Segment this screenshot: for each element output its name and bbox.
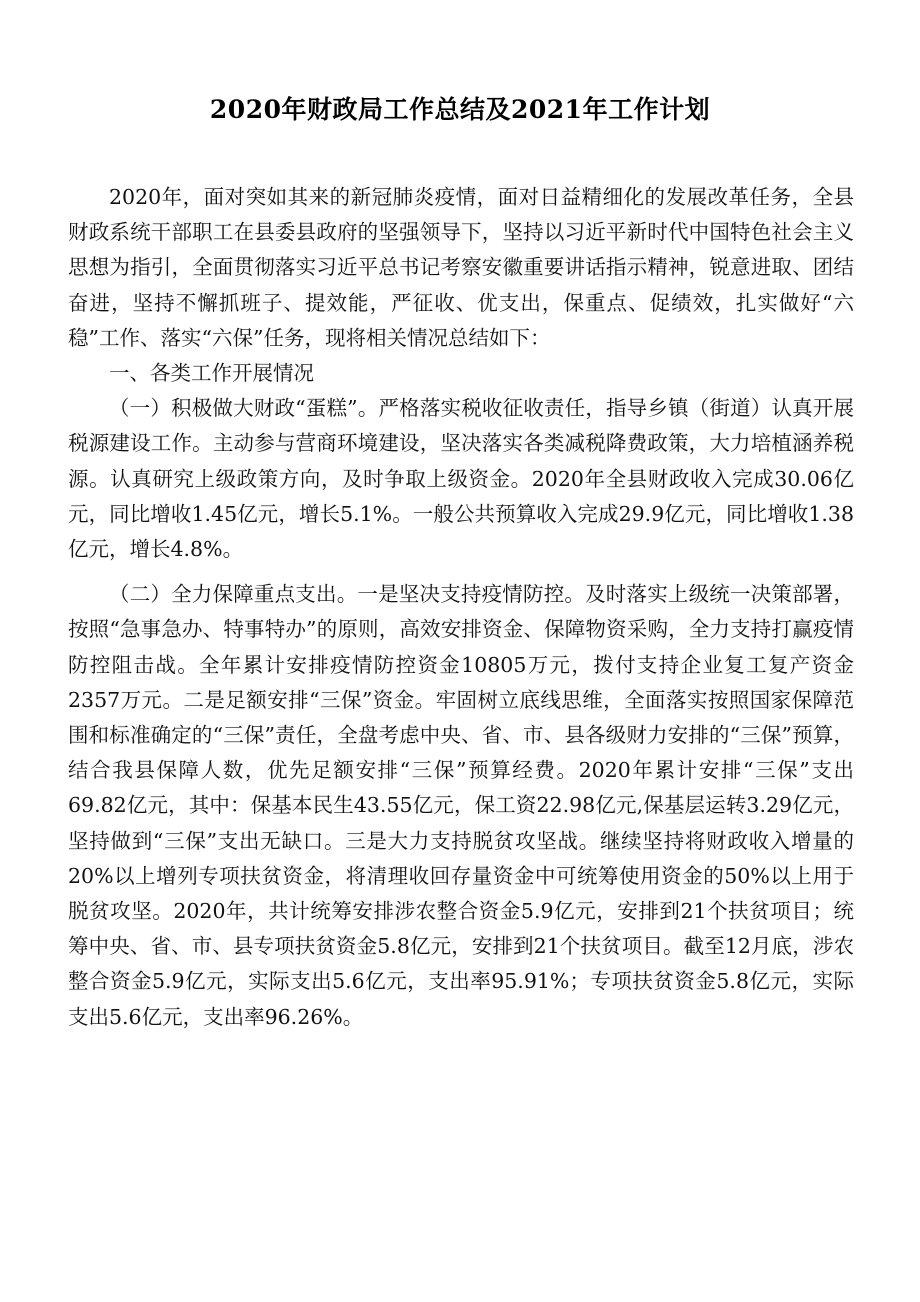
revenue-paragraph: （一）积极做大财政“蛋糕”。严格落实税收征收责任，指导乡镇（街道）认真开展税源建设工作。主动参与营商环境建设，坚决落实各类减税降费政策，大力培植涵养税源。认真研究上级政策方向，及时争取上级资金。2020年全县财政收入完成30.06亿元，同比增收1.45亿元，增长5.1%。一般公共预算收入完成29.9亿元，同比增收1.38亿元，增长4.8%。 (68, 396, 854, 562)
expenditure-paragraph: （二）全力保障重点支出。一是坚决支持疫情防控。及时落实上级统一决策部署，按照“急事急办、特事特办”的原则，高效安排资金、保障物资采购，全力支持打赢疫情防控阻击战。全年累计安排疫情防控资金10805万元，拨付支持企业复工复产资金2357万元。二是足额安排“三保”资金。牢固树立底线思维，全面落实按照国家保障范围和标准确定的“三保”责任，全盘考虑中央、省、市、县各级财力安排的“三保”预算，结合我县保障人数，优先足额安排“三保”预算经费。2020年累计安排“三保”支出69.82亿元，其中：保基本民生43.55亿元，保工资22.98亿元,保基层运转3.29亿元，坚持做到“三保”支出无缺口。三是大力支持脱贫攻坚战。继续坚持将财政收入增量的20%以上增列专项扶贫资金，将清理收回存量资金中可统筹使用资金的50%以上用于脱贫攻坚。2020年，共计统筹安排涉农整合资金5.9亿元，安排到21个扶贫项目；统筹中央、省、市、县专项扶贫资金5.8亿元，安排到21个扶贫项目。截至12月底，涉农整合资金5.9亿元，实际支出5.6亿元，支出率95.91%；专项扶贫资金5.8亿元，实际支出5.6亿元，支出率96.26%。 (68, 582, 854, 1029)
section-heading: 一、各类工作开展情况 (109, 361, 314, 386)
document-body (68, 180, 854, 1035)
intro-paragraph: 2020年，面对突如其来的新冠肺炎疫情，面对日益精细化的发展改革任务，全县财政系统干部职工在县委县政府的坚强领导下，坚持以习近平新时代中国特色社会主义思想为指引，全面贯彻落实习近平总书记考察安徽重要讲话指示精神，锐意进取、团结奋进，坚持不懈抓班子、提效能，严征收、优支出，保重点、促绩效，扎实做好“六稳”工作、落实“六保”任务，现将相关情况总结如下： (68, 185, 854, 350)
document-title: 2020年财政局工作总结及2021年工作计划 (209, 95, 711, 124)
